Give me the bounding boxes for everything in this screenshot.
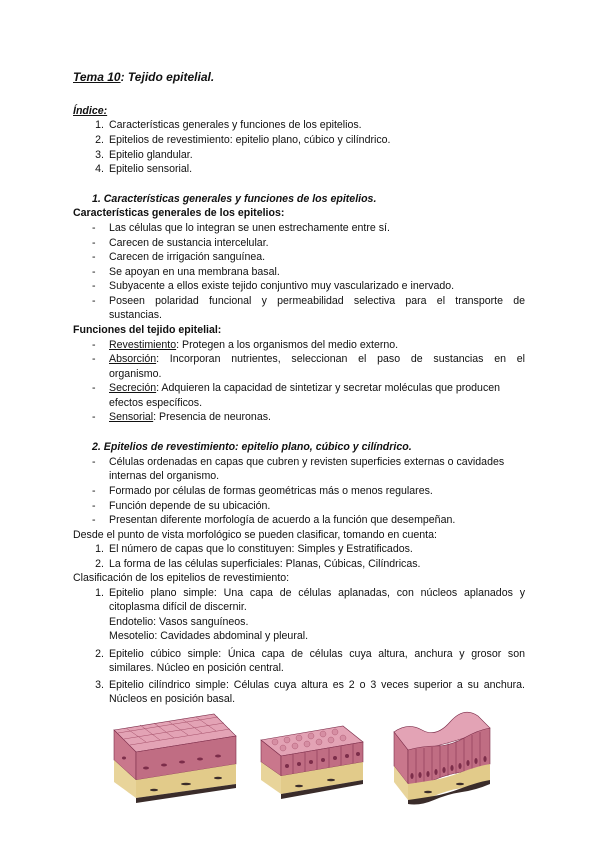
index-item: Epitelio sensorial. — [109, 163, 193, 175]
functions-subheading: Funciones del tejido epitelial: — [73, 324, 222, 336]
squamous-epithelium-illustration — [106, 708, 238, 808]
list-item-cont: citoplasma difícil de discernir. — [109, 601, 247, 613]
list-item: Formado por células de formas geométricas más o menos regulares. — [109, 485, 433, 497]
title-prefix: Tema 10 — [73, 70, 121, 84]
section1-heading: 1. Características generales y funciones de los epitelios. — [92, 193, 377, 205]
list-item: Epitelio plano simple: Una capa de células aplanadas, con núcleos aplanados y — [109, 587, 525, 599]
list-item: Absorción: Incorporan nutrientes, seleccionan el paso de sustancias en el — [109, 353, 525, 365]
list-item-cont: Endotelio: Vasos sanguíneos. — [109, 616, 249, 628]
list-item: El número de capas que lo constituyen: Simples y Estratificados. — [109, 543, 413, 555]
features-subheading: Características generales de los epitelios: — [73, 207, 285, 219]
list-item: Células ordenadas en capas que cubren y revisten superficies externas o cavidades — [109, 456, 505, 468]
list-item: Carecen de irrigación sanguínea. — [109, 251, 266, 263]
list-item-cont: sustancias. — [109, 309, 162, 321]
list-item: La forma de las células superficiales: Planas, Cúbicas, Cilíndricas. — [109, 558, 421, 570]
list-item-cont: organismo. — [109, 368, 162, 380]
list-item: Secreción: Adquieren la capacidad de sintetizar y secretar moléculas que producen — [109, 382, 501, 394]
list-item: Presentan diferente morfología de acuerdo a la función que desempeñan. — [109, 514, 456, 526]
index-item: Características generales y funciones de los epitelios. — [109, 119, 362, 131]
list-item: Carecen de sustancia intercelular. — [109, 237, 269, 249]
list-item-cont: internas del organismo. — [109, 470, 220, 482]
list-item-cont: efectos específicos. — [109, 397, 203, 409]
list-item: Las células que lo integran se unen estrechamente entre sí. — [109, 222, 390, 234]
list-item: Revestimiento: Protegen a los organismos del medio externo. — [109, 339, 399, 351]
list-item: Sensorial: Presencia de neuronas. — [109, 411, 271, 423]
list-item: Poseen polaridad funcional y permeabilidad selectiva para el transporte de — [109, 295, 525, 307]
list-item: Epitelio cilíndrico simple: Células cuya altura es 2 o 3 veces superior a su anchura. — [109, 679, 525, 691]
morph-intro: Desde el punto de vista morfológico se pueden clasificar, tomando en cuenta: — [73, 529, 437, 541]
index-item: Epitelios de revestimiento: epitelio plano, cúbico y cilíndrico. — [109, 134, 391, 146]
cuboidal-epithelium-illustration — [255, 720, 367, 806]
list-item-cont: similares. Núcleo en posición central. — [109, 662, 284, 674]
index-heading: Índice: — [73, 105, 108, 117]
section2-heading: 2. Epitelios de revestimiento: epitelio plano, cúbico y cilíndrico. — [92, 441, 412, 453]
list-item: Se apoyan en una membrana basal. — [109, 266, 280, 278]
list-item: Subyacente a ellos existe tejido conjuntivo muy vascularizado e inervado. — [109, 280, 455, 292]
page-title — [73, 70, 214, 84]
title-rest: : Tejido epitelial. — [120, 70, 215, 84]
list-item: Función depende de su ubicación. — [109, 500, 271, 512]
list-item-cont: Mesotelio: Cavidades abdominal y pleural. — [109, 630, 309, 642]
list-item-cont: Núcleos en posición basal. — [109, 693, 236, 705]
list-item: Epitelio cúbico simple: Única capa de células cuya altura, anchura y grosor son — [109, 648, 525, 660]
columnar-epithelium-illustration — [388, 708, 496, 808]
class-intro: Clasificación de los epitelios de revestimiento: — [73, 572, 290, 584]
index-item: Epitelio glandular. — [109, 149, 193, 161]
